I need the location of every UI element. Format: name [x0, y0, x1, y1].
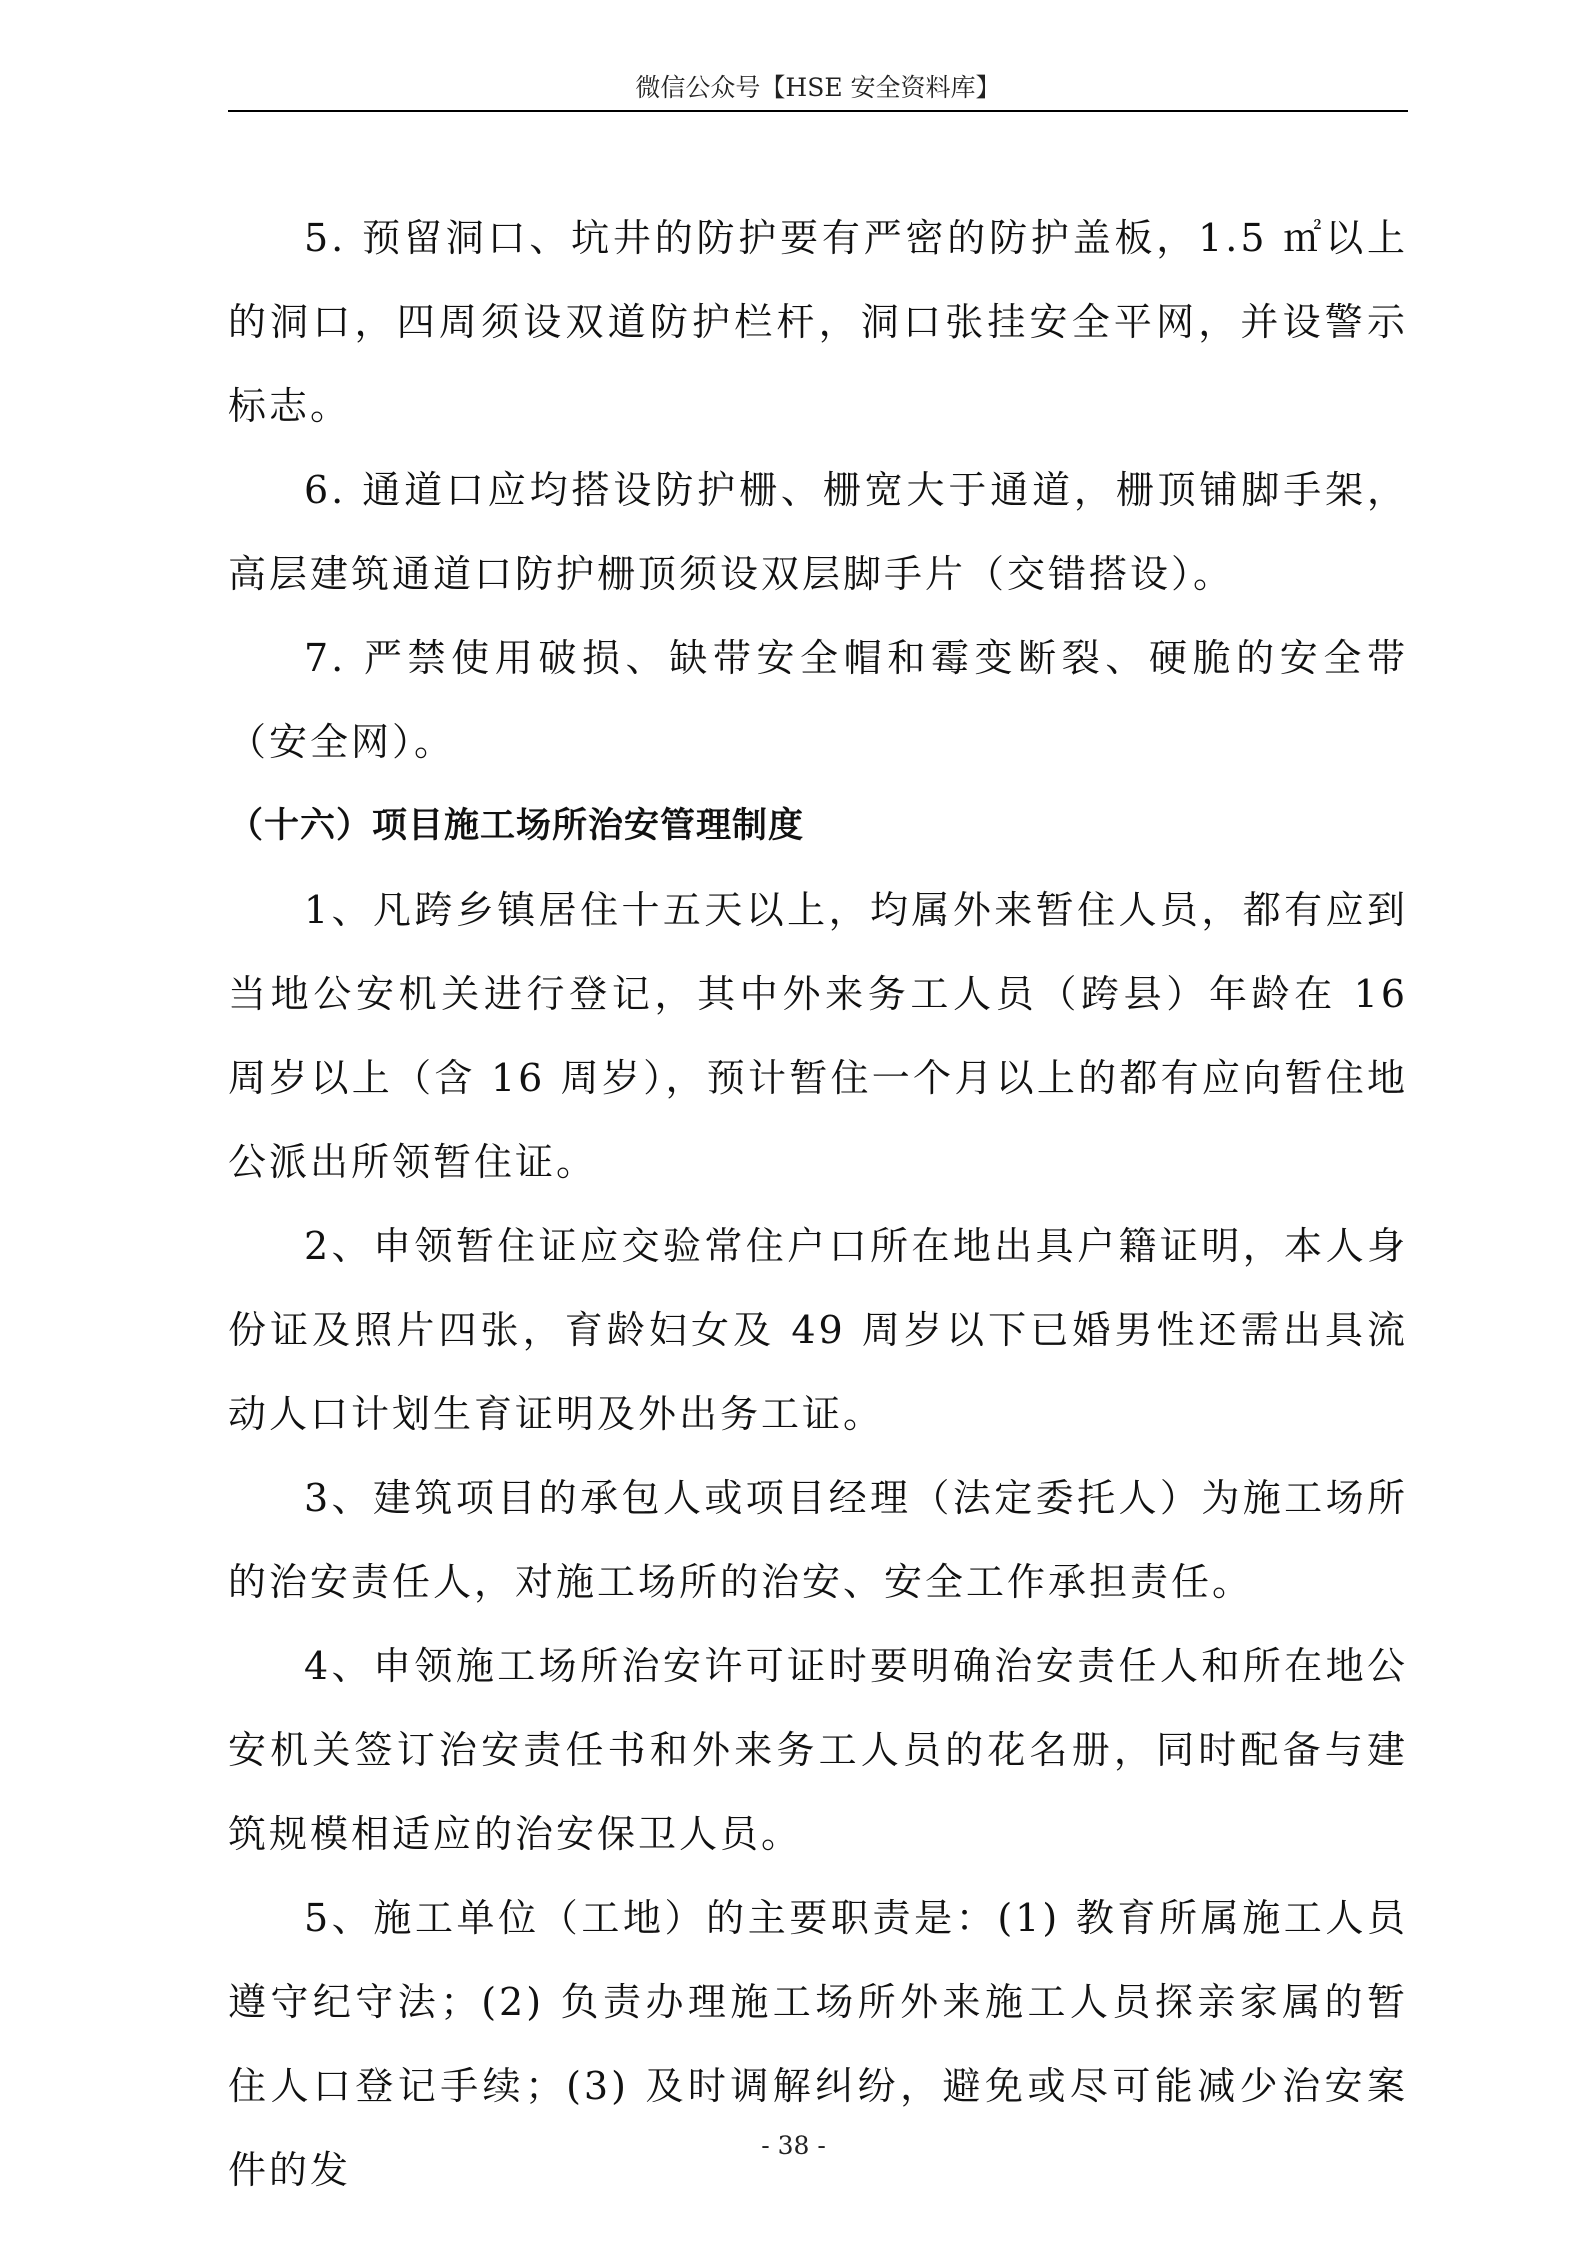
- section-paragraph-3: 3、建筑项目的承包人或项目经理（法定委托人）为施工场所的治安责任人，对施工场所的治安、安全工作承担责任。: [228, 1476, 1408, 1604]
- section-paragraph-1: 1、凡跨乡镇居住十五天以上，均属外来暂住人员，都有应到当地公安机关进行登记，其中外来务工人员（跨县）年龄在 16 周岁以上（含 16 周岁），预计暂住一个月以上的都有应向暂住地公派出所领暂住证。: [228, 888, 1408, 1184]
- section-heading: （十六）项目施工场所治安管理制度: [228, 805, 805, 846]
- paragraph-item-5: 5. 预留洞口、坑井的防护要有严密的防护盖板，1.5 ㎡以上的洞口，四周须设双道防护栏杆，洞口张挂安全平网，并设警示标志。: [228, 216, 1408, 428]
- section-paragraph-5: 5、施工单位（工地）的主要职责是：(1) 教育所属施工人员遵守纪守法；(2) 负责办理施工场所外来施工人员探亲家属的暂住人口登记手续；(3) 及时调解纠纷，避免或尽可能减少治安案件的发: [228, 1896, 1408, 2192]
- page-header: 微信公众号【HSE 安全资料库】: [635, 73, 1001, 102]
- paragraph-item-7: 7. 严禁使用破损、缺带安全帽和霉变断裂、硬脆的安全带（安全网）。: [228, 636, 1408, 764]
- page-number: - 38 -: [761, 2131, 826, 2160]
- header-divider: [228, 110, 1408, 112]
- document-body: [228, 196, 1408, 2212]
- section-paragraph-4: 4、申领施工场所治安许可证时要明确治安责任人和所在地公安机关签订治安责任书和外来务工人员的花名册，同时配备与建筑规模相适应的治安保卫人员。: [228, 1644, 1408, 1856]
- paragraph-item-6: 6. 通道口应均搭设防护栅、栅宽大于通道，栅顶铺脚手架，高层建筑通道口防护栅顶须设双层脚手片（交错搭设）。: [228, 468, 1408, 596]
- section-paragraph-2: 2、申领暂住证应交验常住户口所在地出具户籍证明，本人身份证及照片四张，育龄妇女及 49 周岁以下已婚男性还需出具流动人口计划生育证明及外出务工证。: [228, 1224, 1408, 1436]
